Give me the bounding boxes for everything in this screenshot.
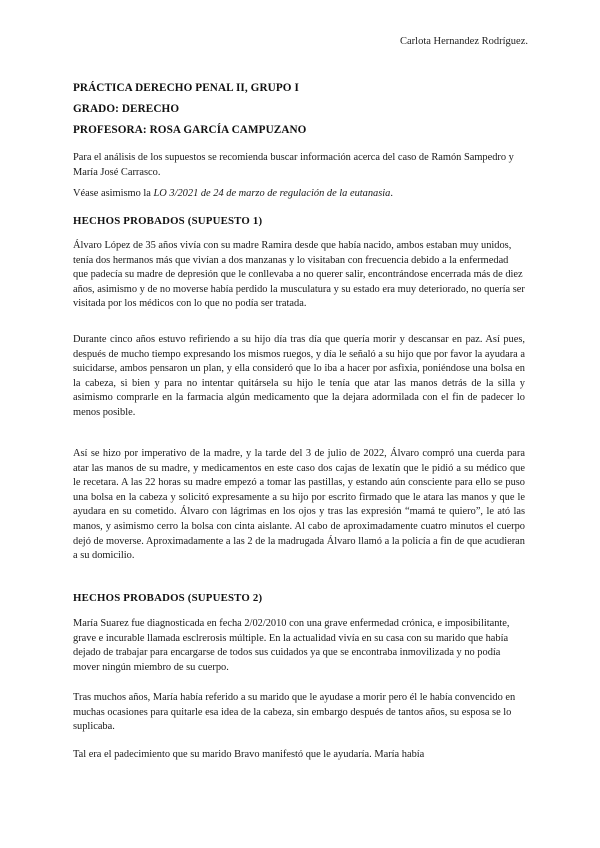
intro-paragraph: Para el análisis de los supuestos se recomienda buscar información acerca del caso de Ramón Sampedro y María José Carrasco. — [73, 152, 514, 178]
professor-line: PROFESORA: ROSA GARCÍA CAMPUZANO — [73, 124, 307, 136]
case1-paragraph-1: Álvaro López de 35 años vivía con su madre Ramira desde que había nacido, ambos estaban muy unidos, tenía dos hermanos más que vivían a dos manzanas y lo visitaban con frecuencia debido a la enfermedad que padecía su madre de depresión que le conllevaba a no querer salir, encontrándose encerrada más de diez años, asimismo y de no moverse había perdido la musculatura y su estado era muy deteriorado, no quería ser visitada por los médicos con lo que no podía ser tratada. — [73, 240, 525, 310]
case1-paragraph-3: Así se hizo por imperativo de la madre, y la tarde del 3 de julio de 2022, Álvaro compró una cuerda para atar las manos de su madre, y medicamentos en este caso dos cajas de lexatín que le pidió a su médico que le recetara. A las 22 horas su madre empezó a tomar las pastillas, y estando aún consciente para ello se puso una bolsa en la cabeza y solicitó expresamente a su hijo por escrito firmado que le atara las manos y que le ayudara en su cometido. Álvaro con lágrimas en los ojos y tras las expresión “mamá te quiero”, le ató las manos, y asimismo cerro la bolsa con cinta aislante. Al cabo de aproximadamente cuatro minutos el cuerpo dejó de moverse. Aproximadamente a las 2 de la madrugada Álvaro llamó a la policía a fin de que acudieran a su domicilio. — [73, 448, 525, 562]
course-title: PRÁCTICA DERECHO PENAL II, GRUPO I — [73, 82, 299, 94]
case2-title: HECHOS PROBADOS (SUPUESTO 2) — [73, 592, 263, 604]
case2-paragraph-2: Tras muchos años, María había referido a su marido que le ayudase a morir pero él le había convencido en muchas ocasiones para quitarle esa idea de la cabeza, sin embargo después de tantos años, su esposa se lo suplicaba. — [73, 692, 516, 733]
intro-reference-prefix: Véase asimismo la — [73, 188, 154, 199]
case2-paragraph-1: María Suarez fue diagnosticada en fecha 2/02/2010 con una grave enfermedad crónica, e imposibilitante, grave e incurable llamada esclrerosis múltiple. En la actualidad vivía en su casa con su marido que había dejado de trabajar para encargarse de todos sus cuidados ya que se encontraba inmovilizada y no podía mover ningún miembro de su cuerpo. — [73, 618, 510, 673]
case1-title: HECHOS PROBADOS (SUPUESTO 1) — [73, 215, 263, 227]
document-header — [73, 78, 306, 141]
degree-line: GRADO: DERECHO — [73, 103, 180, 115]
case1-paragraph-2: Durante cinco años estuvo refiriendo a su hijo día tras día que quería morir y descansar en paz. Así pues, después de mucho tiempo expresando los mismos ruegos, y día le señaló a su hijo que por favor la ayudara a suicidarse, ambos pensaron un plan, y ella consideró que lo iba a hacer por asfixia, poniéndose una bolsa en la cabeza, si bien y para no intentar quitársela su hijo le tenía que atar las manos detrás de la silla y asimismo comprarle en la farmacia algún medicamento que la dejara adormilada con el fin de padecer lo menos posible. — [73, 334, 525, 418]
law-reference: LO 3/2021 de 24 de marzo de regulación de la eutanasia — [153, 188, 391, 199]
intro-reference-suffix: . — [390, 188, 393, 199]
author-name: Carlota Hernandez Rodríguez. — [400, 36, 528, 47]
case2-paragraph-3: Tal era el padecimiento que su marido Bravo manifestó que le ayudaría. María había — [73, 749, 425, 760]
intro-reference — [73, 187, 525, 202]
